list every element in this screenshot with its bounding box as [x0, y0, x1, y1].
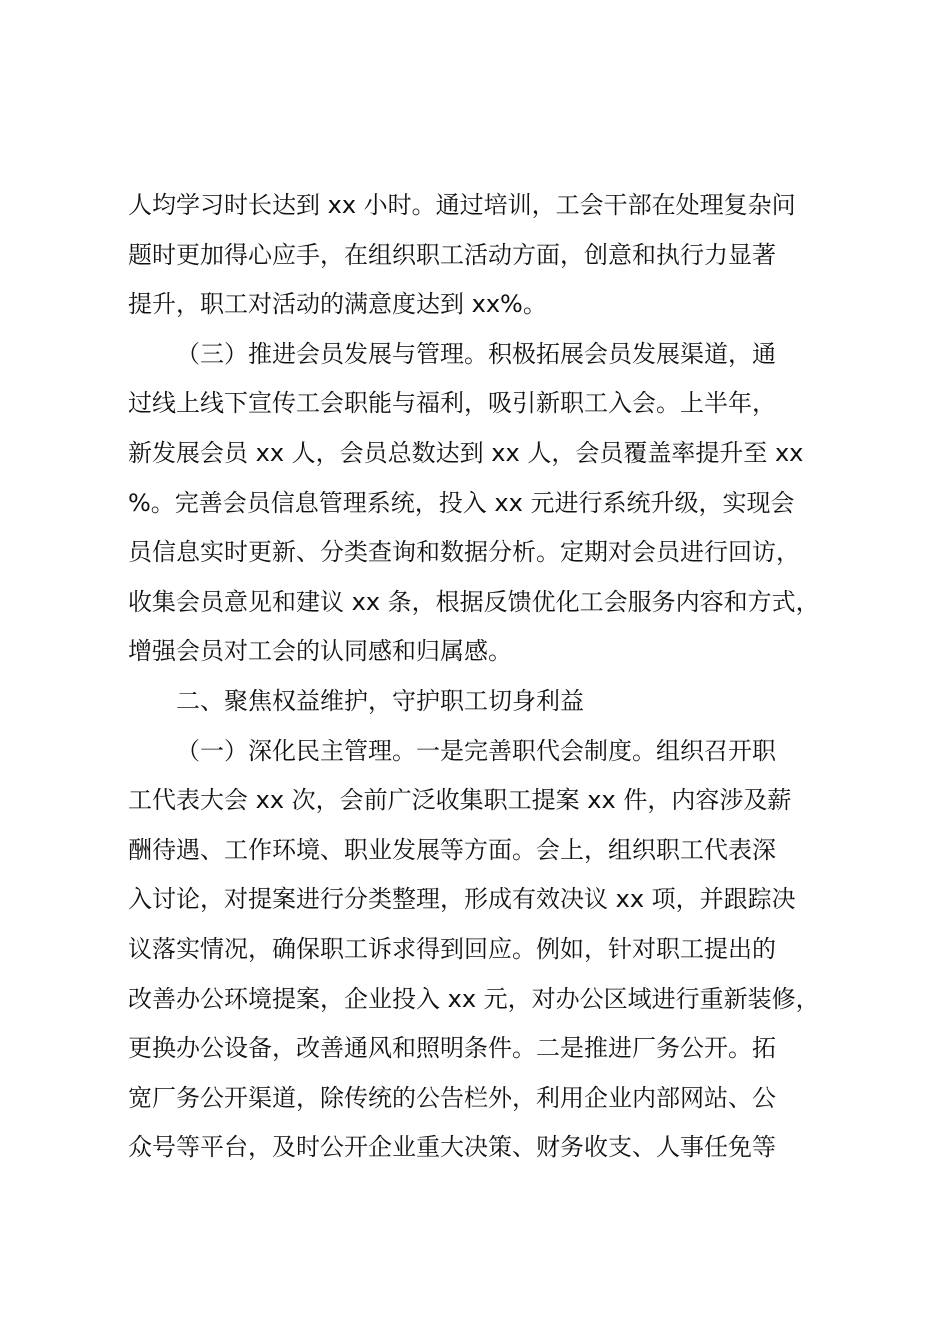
- text-line: 入讨论，对提案进行分类整理，形成有效决议 xx 项，并跟踪决: [128, 885, 796, 914]
- text-line: 酬待遇、工作环境、职业发展等方面。会上，组织职工代表深: [128, 835, 776, 864]
- text-line: （一）深化民主管理。一是完善职代会制度。组织召开职: [176, 736, 776, 765]
- text-line: 更换办公设备，改善通风和照明条件。二是推进厂务公开。拓: [128, 1034, 776, 1063]
- text-line: （三）推进会员发展与管理。积极拓展会员发展渠道，通: [176, 339, 776, 368]
- text-line: 工代表大会 xx 次，会前广泛收集职工提案 xx 件，内容涉及薪: [128, 786, 792, 815]
- paragraph-p2: [128, 330, 828, 677]
- text-line: 众号等平台，及时公开企业重大决策、财务收支、人事任免等: [128, 1133, 776, 1162]
- text-line: 人均学习时长达到 xx 小时。通过培训，工会干部在处理复杂问: [128, 191, 796, 219]
- text-line: 增强会员对工会的认同感和归属感。: [128, 637, 512, 666]
- paragraph-p4: [128, 727, 828, 1173]
- text-line: 二、聚焦权益维护，守护职工切身利益: [176, 686, 584, 715]
- text-line: 新发展会员 xx 人，会员总数达到 xx 人，会员覆盖率提升至 xx: [128, 438, 804, 467]
- text-line: 员信息实时更新、分类查询和数据分析。定期对会员进行回访，: [128, 538, 800, 567]
- paragraph-p1: [128, 181, 828, 330]
- text-line: 宽厂务公开渠道，除传统的公告栏外，利用企业内部网站、公: [128, 1083, 776, 1112]
- document-body: [128, 181, 828, 1173]
- text-line: 过线上线下宣传工会职能与福利，吸引新职工入会。上半年，: [128, 389, 776, 418]
- text-line: 提升，职工对活动的满意度达到 xx%。: [128, 290, 547, 319]
- text-line: %。完善会员信息管理系统，投入 xx 元进行系统升级，实现会: [128, 488, 795, 517]
- text-line: 收集会员意见和建议 xx 条，根据反馈优化工会服务内容和方式，: [128, 587, 820, 616]
- text-line: 议落实情况，确保职工诉求得到回应。例如，针对职工提出的: [128, 934, 776, 963]
- text-line: 改善办公环境提案，企业投入 xx 元，对办公区域进行重新装修，: [128, 984, 820, 1013]
- text-line: 题时更加得心应手，在组织职工活动方面，创意和执行力显著: [128, 240, 776, 269]
- paragraph-p3: [128, 677, 828, 727]
